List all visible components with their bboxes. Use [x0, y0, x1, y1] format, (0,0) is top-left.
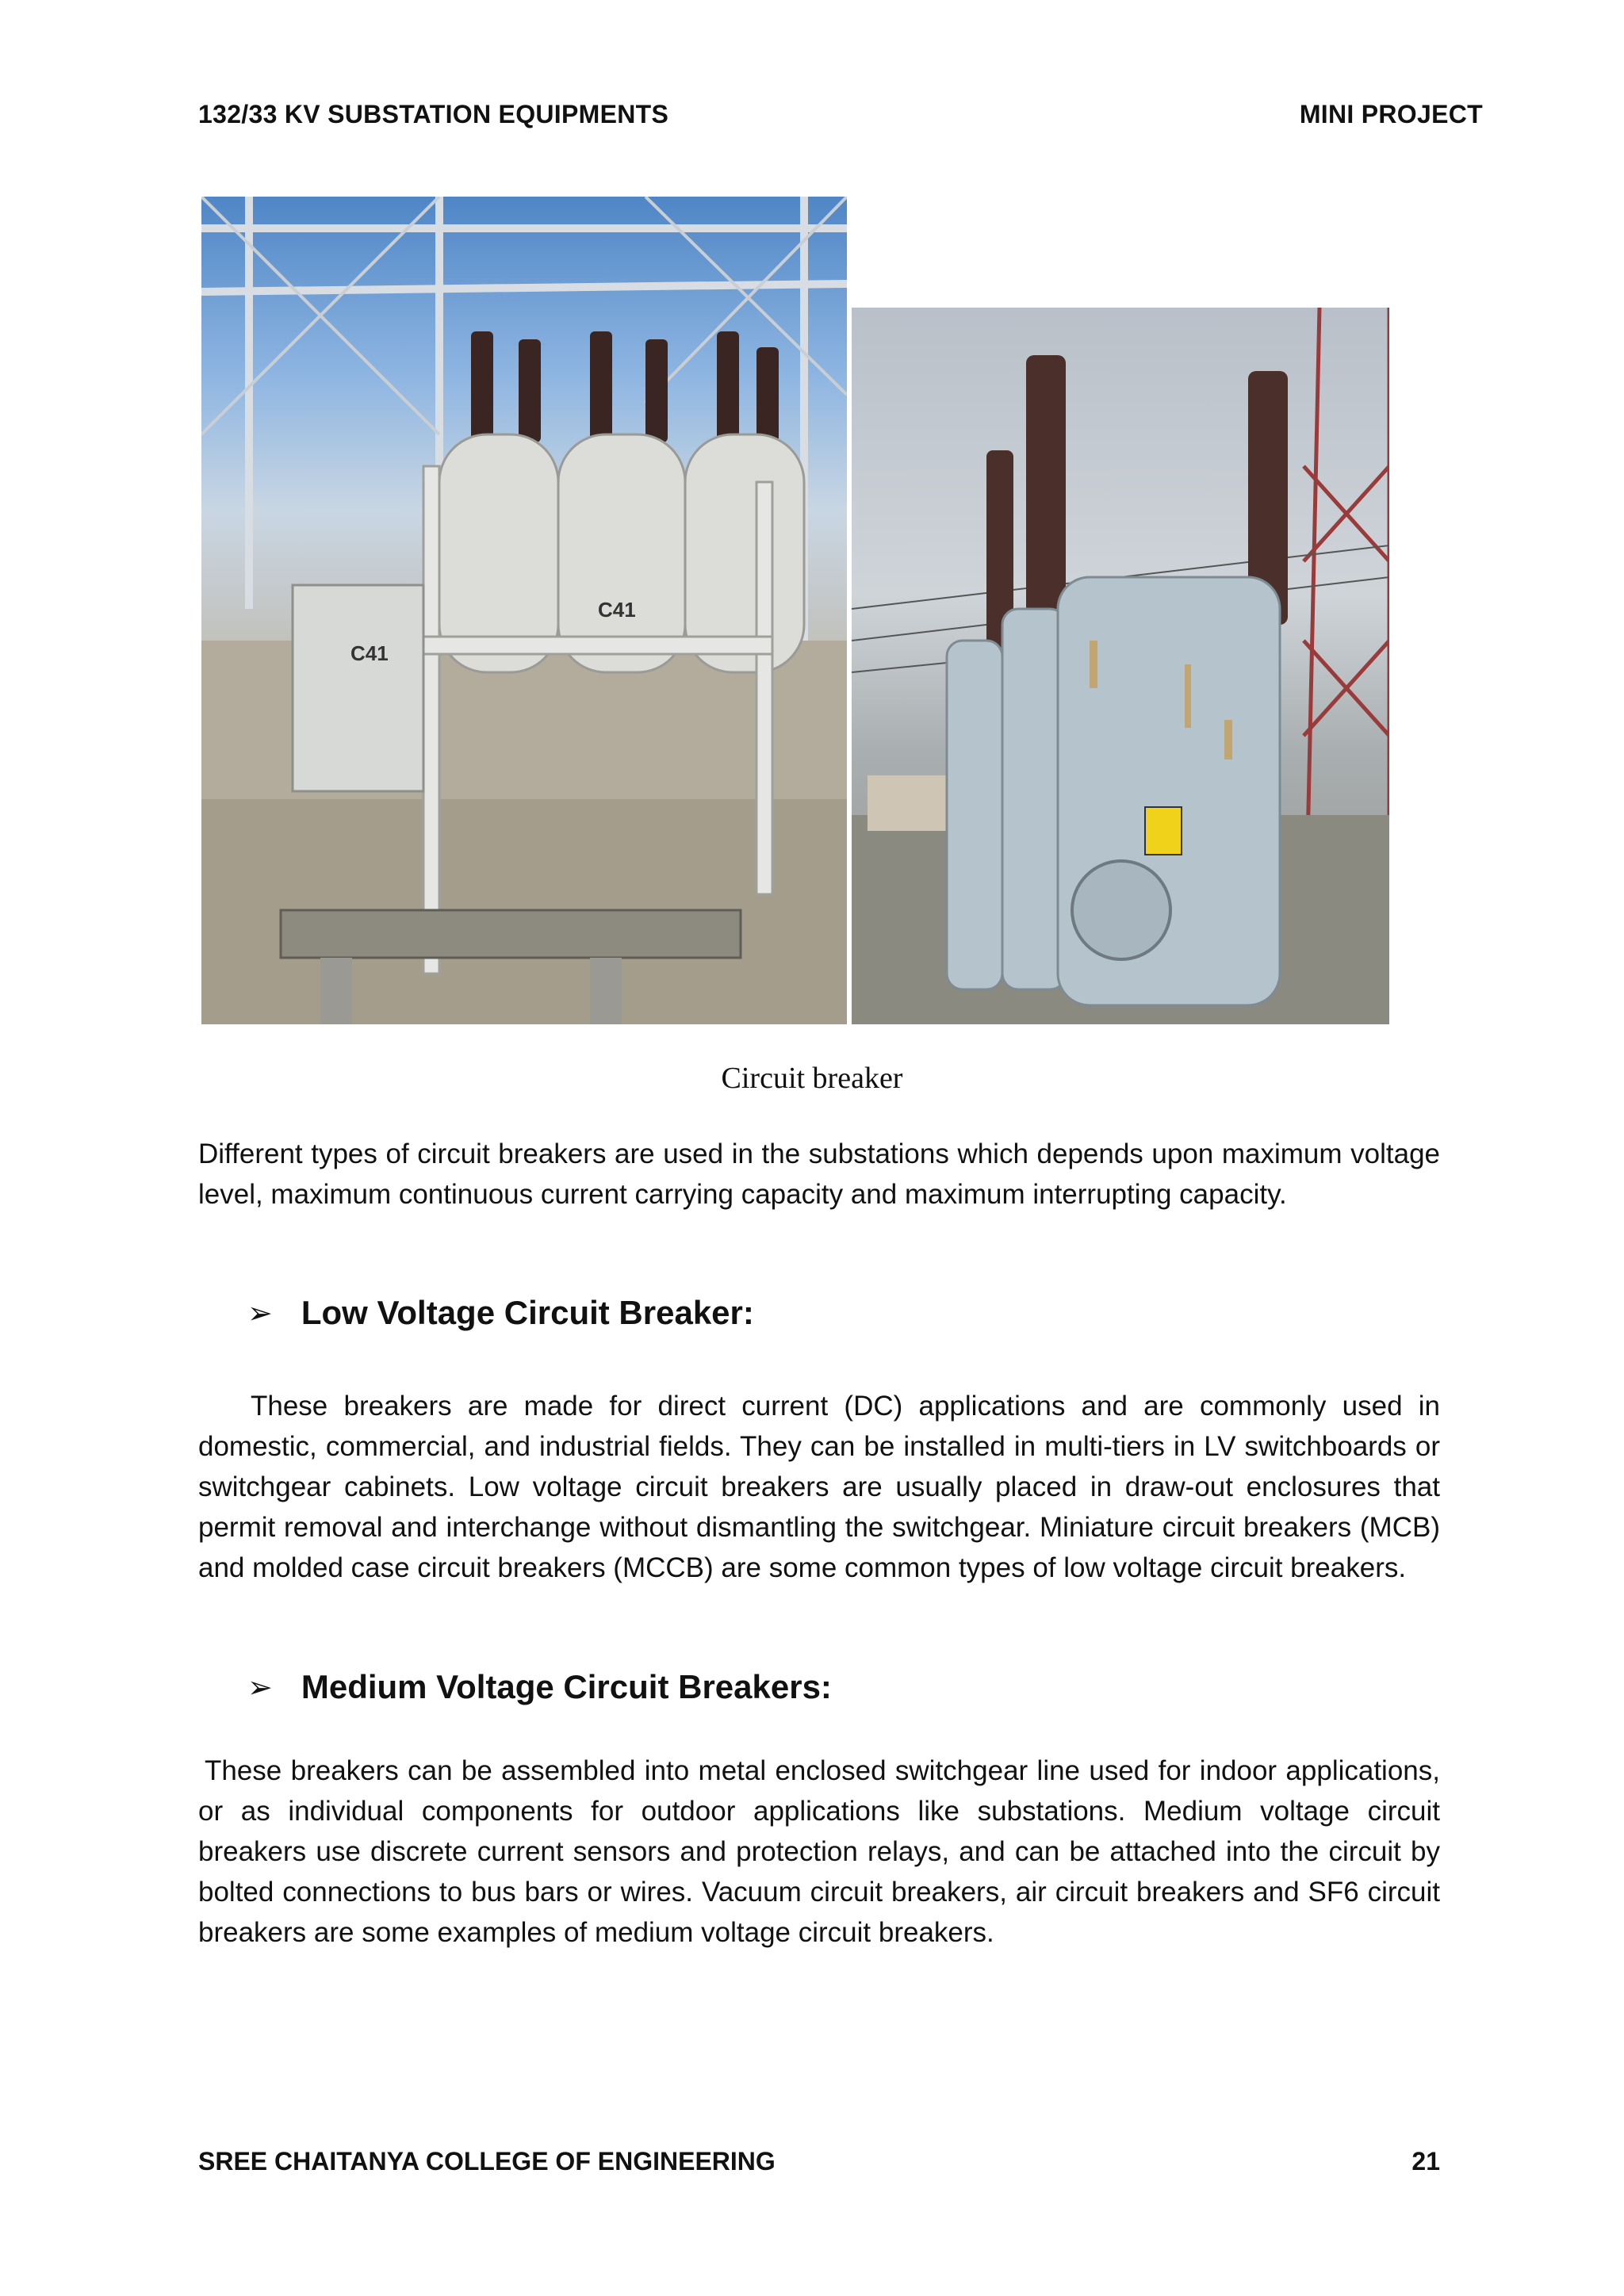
low-voltage-heading: [247, 1294, 754, 1332]
tank-label: C41: [598, 598, 636, 622]
intro-paragraph: Different types of circuit breakers are used in the substations which depends upon maximum voltage level, maximum continuous current carrying capacity and maximum interrupting capacity.: [198, 1138, 1440, 1210]
medium-voltage-heading: [247, 1668, 832, 1706]
footer-college-name: SREE CHAITANYA COLLEGE OF ENGINEERING: [198, 2147, 776, 2175]
running-header-title: 132/33 KV SUBSTATION EQUIPMENTS: [198, 100, 669, 128]
control-box-label: C41: [350, 641, 389, 665]
running-header-project: MINI PROJECT: [1299, 100, 1483, 128]
low-voltage-paragraph: These breakers are made for direct current (DC) applications and are commonly used in domestic, commercial, and industrial fields. They can be installed in multi-tiers in LV switchboards or switchgear cabinets. Low voltage circuit breakers are usually placed in draw-out enclosures that permit removal and interchange without dismantling the switchgear. Miniature circuit breakers (MCB) and molded case circuit breakers (MCCB) are some common types of low voltage circuit breakers.: [198, 1391, 1440, 1583]
arrow-bullet-icon: ➢: [247, 1296, 273, 1330]
figure-caption: Circuit breaker: [721, 1062, 903, 1095]
medium-voltage-paragraph: These breakers can be assembled into metal enclosed switchgear line used for indoor applications, or as individual components for outdoor applications like substations. Medium voltage circuit breakers use discrete current sensors and protection relays, and can be attached into the circuit by bolted connections to bus bars or wires. Vacuum circuit breakers, air circuit breakers and SF6 circuit breakers are some examples of medium voltage circuit breakers.: [198, 1755, 1440, 1948]
medium-voltage-heading-text: Medium Voltage Circuit Breakers:: [301, 1668, 832, 1705]
circuit-breaker-photo-right: [852, 308, 1389, 1024]
low-voltage-heading-text: Low Voltage Circuit Breaker:: [301, 1294, 754, 1331]
circuit-breaker-photo-left: [201, 197, 847, 1024]
arrow-bullet-icon: ➢: [247, 1670, 273, 1705]
page-number: 21: [1411, 2147, 1440, 2175]
